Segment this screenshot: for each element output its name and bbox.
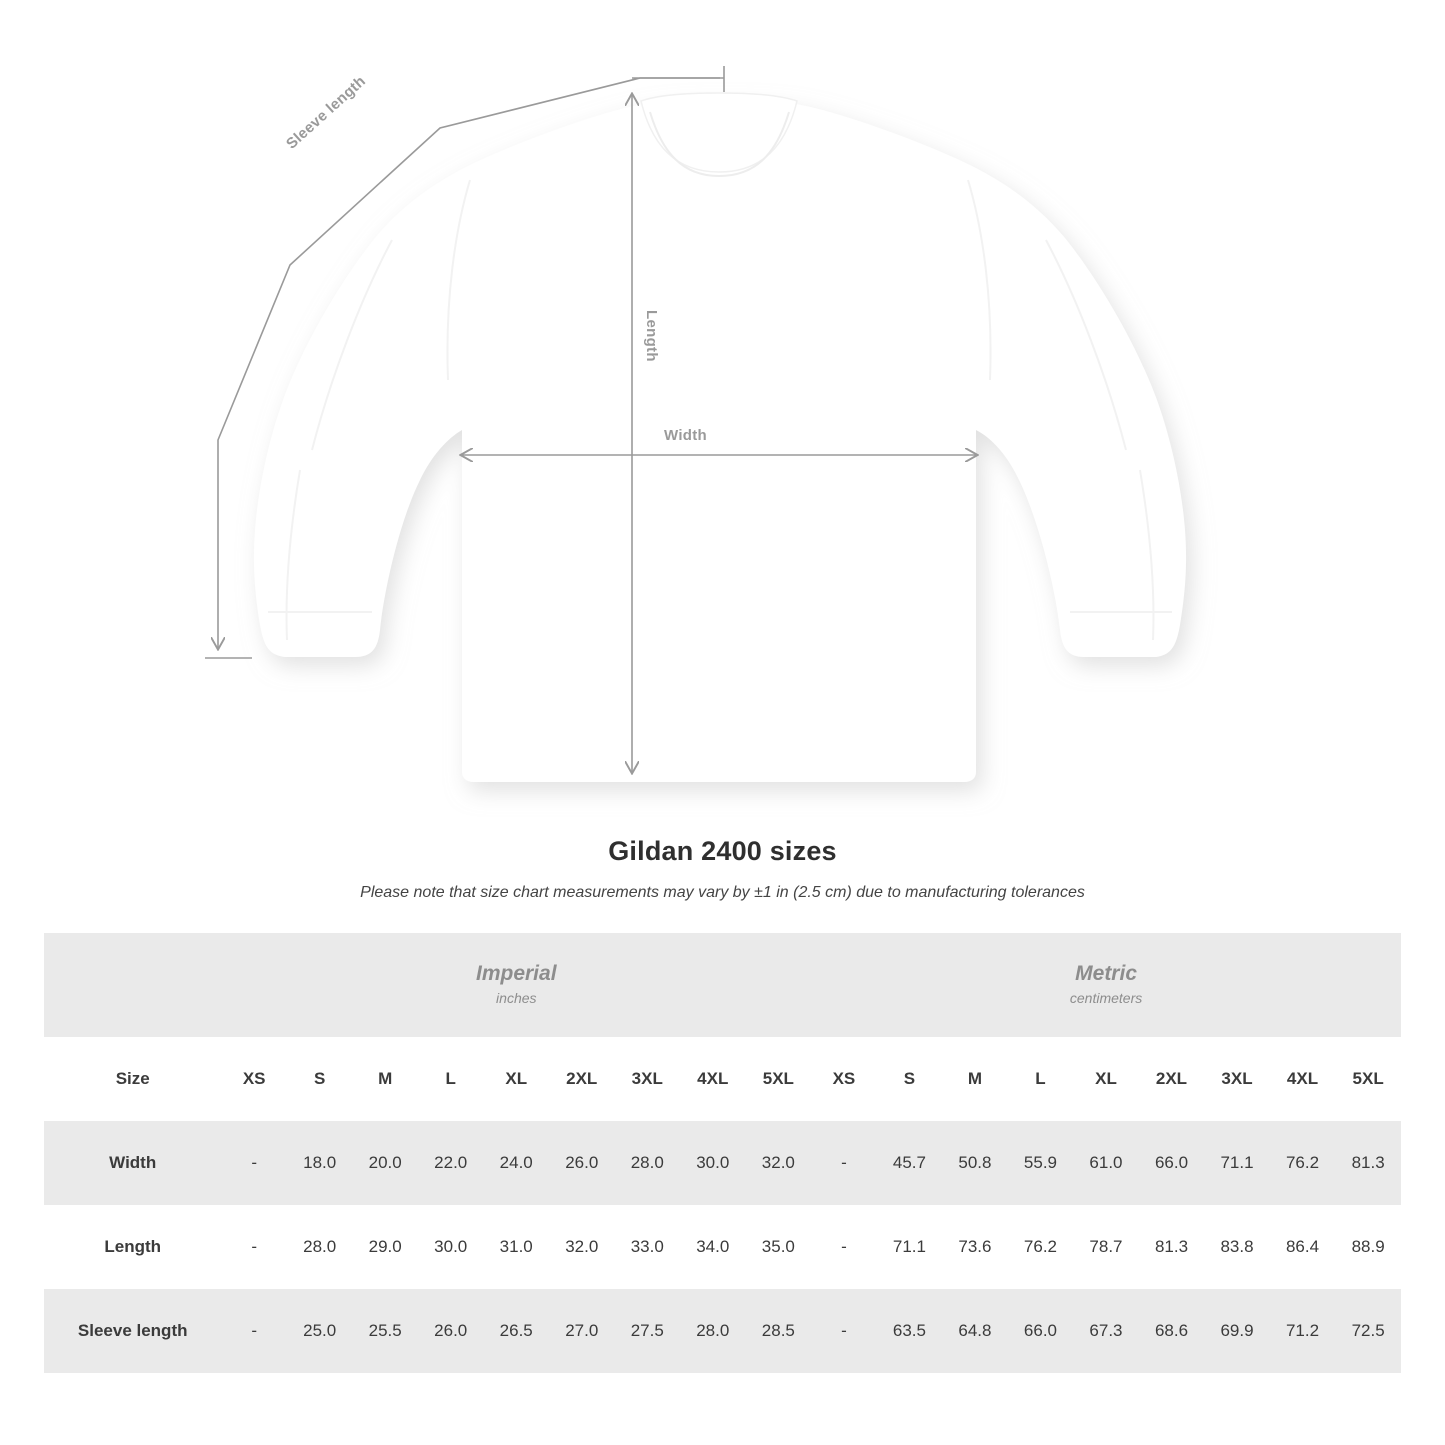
chart-note: Please note that size chart measurements may vary by ±1 in (2.5 cm) due to manufacturing tolerances xyxy=(360,884,1085,901)
metric-sublabel: centimeters xyxy=(1069,989,1143,1006)
size-col-8: 5XL xyxy=(746,1037,812,1121)
cell-sleeve-8: 28.5 xyxy=(746,1289,812,1373)
cell-sleeve-5: 27.0 xyxy=(549,1289,615,1373)
size-col-0: XS xyxy=(221,1037,287,1121)
size-chart-table xyxy=(44,933,1401,1373)
cell-width-15: 71.1 xyxy=(1204,1121,1270,1205)
size-col-12: L xyxy=(1008,1037,1074,1121)
cell-length-2: 29.0 xyxy=(352,1205,418,1289)
imperial-label: Imperial xyxy=(476,961,557,985)
cell-width-2: 20.0 xyxy=(352,1121,418,1205)
chart-title: Gildan 2400 sizes xyxy=(608,836,837,866)
metric-group-header xyxy=(811,933,1401,1037)
cell-sleeve-14: 68.6 xyxy=(1139,1289,1205,1373)
unit-corner-cell xyxy=(44,933,221,1037)
size-col-10: S xyxy=(877,1037,943,1121)
size-col-11: M xyxy=(942,1037,1008,1121)
cell-length-13: 78.7 xyxy=(1073,1205,1139,1289)
cell-length-7: 34.0 xyxy=(680,1205,746,1289)
cell-sleeve-0: - xyxy=(221,1289,287,1373)
cell-sleeve-4: 26.5 xyxy=(483,1289,549,1373)
sleeve-dimension-label: Sleeve length xyxy=(283,72,370,153)
size-col-3: L xyxy=(418,1037,484,1121)
size-col-7: 4XL xyxy=(680,1037,746,1121)
cell-sleeve-10: 63.5 xyxy=(877,1289,943,1373)
row-label-length: Length xyxy=(44,1205,221,1289)
cell-sleeve-13: 67.3 xyxy=(1073,1289,1139,1373)
cell-sleeve-9: - xyxy=(811,1289,877,1373)
cell-length-6: 33.0 xyxy=(615,1205,681,1289)
cell-width-17: 81.3 xyxy=(1335,1121,1401,1205)
table-row xyxy=(44,1205,1401,1289)
size-header-row xyxy=(44,1037,1401,1121)
cell-length-14: 81.3 xyxy=(1139,1205,1205,1289)
cell-width-7: 30.0 xyxy=(680,1121,746,1205)
metric-label: Metric xyxy=(1075,961,1137,985)
cell-length-10: 71.1 xyxy=(877,1205,943,1289)
size-col-17: 5XL xyxy=(1335,1037,1401,1121)
size-col-2: M xyxy=(352,1037,418,1121)
cell-sleeve-12: 66.0 xyxy=(1008,1289,1074,1373)
length-dimension-label: Length xyxy=(643,310,660,362)
cell-width-10: 45.7 xyxy=(877,1121,943,1205)
size-col-15: 3XL xyxy=(1204,1037,1270,1121)
cell-length-3: 30.0 xyxy=(418,1205,484,1289)
cell-sleeve-3: 26.0 xyxy=(418,1289,484,1373)
cell-width-11: 50.8 xyxy=(942,1121,1008,1205)
size-table-wrap xyxy=(44,933,1401,1373)
size-col-14: 2XL xyxy=(1139,1037,1205,1121)
unit-header-row xyxy=(44,933,1401,1037)
shirt-shape xyxy=(254,99,1186,782)
size-col-5: 2XL xyxy=(549,1037,615,1121)
cell-length-9: - xyxy=(811,1205,877,1289)
table-row xyxy=(44,1289,1401,1373)
size-col-13: XL xyxy=(1073,1037,1139,1121)
cell-width-3: 22.0 xyxy=(418,1121,484,1205)
cell-width-1: 18.0 xyxy=(287,1121,353,1205)
cell-width-8: 32.0 xyxy=(746,1121,812,1205)
cell-sleeve-16: 71.2 xyxy=(1270,1289,1336,1373)
cell-sleeve-6: 27.5 xyxy=(615,1289,681,1373)
cell-width-0: - xyxy=(221,1121,287,1205)
cell-length-15: 83.8 xyxy=(1204,1205,1270,1289)
size-row-header: Size xyxy=(44,1037,221,1121)
cell-length-17: 88.9 xyxy=(1335,1205,1401,1289)
width-dimension-label: Width xyxy=(664,427,708,444)
cell-width-5: 26.0 xyxy=(549,1121,615,1205)
cell-width-6: 28.0 xyxy=(615,1121,681,1205)
cell-length-11: 73.6 xyxy=(942,1205,1008,1289)
cell-sleeve-7: 28.0 xyxy=(680,1289,746,1373)
cell-width-9: - xyxy=(811,1121,877,1205)
cell-length-4: 31.0 xyxy=(483,1205,549,1289)
cell-sleeve-1: 25.0 xyxy=(287,1289,353,1373)
title-block xyxy=(0,836,1445,902)
cell-width-12: 55.9 xyxy=(1008,1121,1074,1205)
size-col-9: XS xyxy=(811,1037,877,1121)
cell-length-16: 86.4 xyxy=(1270,1205,1336,1289)
cell-sleeve-11: 64.8 xyxy=(942,1289,1008,1373)
size-col-16: 4XL xyxy=(1270,1037,1336,1121)
row-label-sleeve-length: Sleeve length xyxy=(44,1289,221,1373)
cell-length-1: 28.0 xyxy=(287,1205,353,1289)
cell-sleeve-17: 72.5 xyxy=(1335,1289,1401,1373)
size-col-6: 3XL xyxy=(615,1037,681,1121)
cell-length-0: - xyxy=(221,1205,287,1289)
cell-width-14: 66.0 xyxy=(1139,1121,1205,1205)
size-col-1: S xyxy=(287,1037,353,1121)
cell-length-5: 32.0 xyxy=(549,1205,615,1289)
row-label-width: Width xyxy=(44,1121,221,1205)
size-col-4: XL xyxy=(483,1037,549,1121)
cell-sleeve-15: 69.9 xyxy=(1204,1289,1270,1373)
cell-width-4: 24.0 xyxy=(483,1121,549,1205)
imperial-sublabel: inches xyxy=(496,989,537,1006)
imperial-group-header xyxy=(221,933,811,1037)
cell-width-13: 61.0 xyxy=(1073,1121,1139,1205)
cell-sleeve-2: 25.5 xyxy=(352,1289,418,1373)
cell-length-8: 35.0 xyxy=(746,1205,812,1289)
cell-width-16: 76.2 xyxy=(1270,1121,1336,1205)
cell-length-12: 76.2 xyxy=(1008,1205,1074,1289)
table-row xyxy=(44,1121,1401,1205)
